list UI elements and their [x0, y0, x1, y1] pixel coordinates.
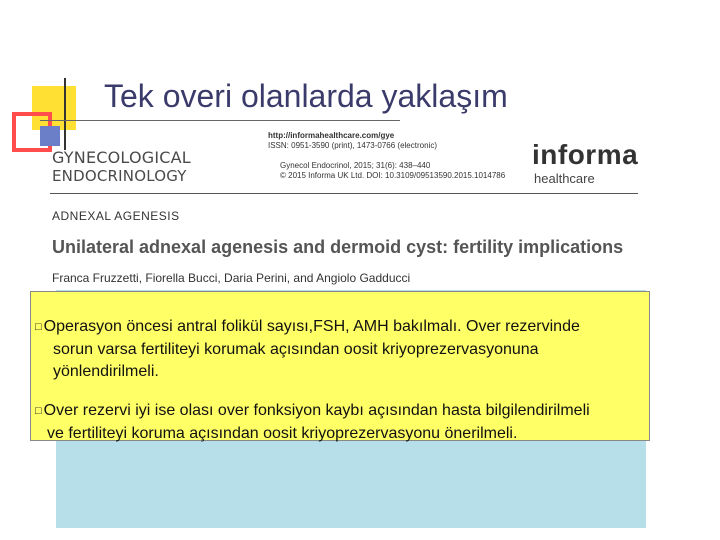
publisher-logo: informa	[532, 139, 639, 170]
bullet-2-line-1: Over rezervi iyi ise olası over fonksiyon kaybı açısından hasta bilgilendirilmeli	[43, 402, 590, 419]
bullet-item-1	[35, 316, 639, 383]
slide-title: Tek overi olanlarda yaklaşım	[104, 78, 508, 114]
section-label: ADNEXAL AGENESIS	[52, 209, 180, 223]
journal-name-line1: GYNECOLOGICAL	[52, 148, 191, 167]
bullet-2-line-2: ve fertiliteyi koruma açısından oosit kriyoprezervasyonu önerilmeli.	[47, 425, 518, 442]
journal-logo	[52, 149, 191, 185]
bullet-checkbox-icon: □	[35, 405, 42, 417]
decor-horizontal-line	[40, 120, 400, 121]
bullet-1-line-3: yönlendirilmeli.	[53, 363, 159, 380]
issn: ISSN: 0951-3590 (print), 1473-0766 (electronic)	[268, 141, 437, 150]
bullet-1-line-2: sorun varsa fertiliteyi korumak açısından oosit kriyoprezervasyonuna	[53, 341, 539, 358]
bullet-1-line-1: Operasyon öncesi antral folikül sayısı,FSH, AMH bakılmalı. Over rezervinde	[43, 318, 580, 335]
journal-url: http://informahealthcare.com/gye	[268, 131, 395, 140]
authors: Franca Fruzzetti, Fiorella Bucci, Daria Perini, and Angiolo Gadducci	[52, 271, 411, 285]
copyright: © 2015 Informa UK Ltd. DOI: 10.3109/09513590.2015.1014786	[280, 171, 506, 180]
publisher-subtitle: healthcare	[534, 171, 595, 186]
paper-header-image	[48, 125, 668, 295]
article-title: Unilateral adnexal agenesis and dermoid cyst: fertility implications	[52, 237, 624, 257]
publication-meta-2	[280, 161, 505, 181]
highlight-box	[30, 291, 650, 441]
publication-meta	[268, 131, 437, 151]
bullet-item-2	[35, 400, 645, 445]
journal-name-line2: ENDOCRINOLOGY	[52, 167, 187, 185]
bullet-checkbox-icon: □	[35, 321, 42, 333]
citation: Gynecol Endocrinol, 2015; 31(6): 438–440	[280, 161, 431, 170]
divider	[50, 193, 638, 194]
